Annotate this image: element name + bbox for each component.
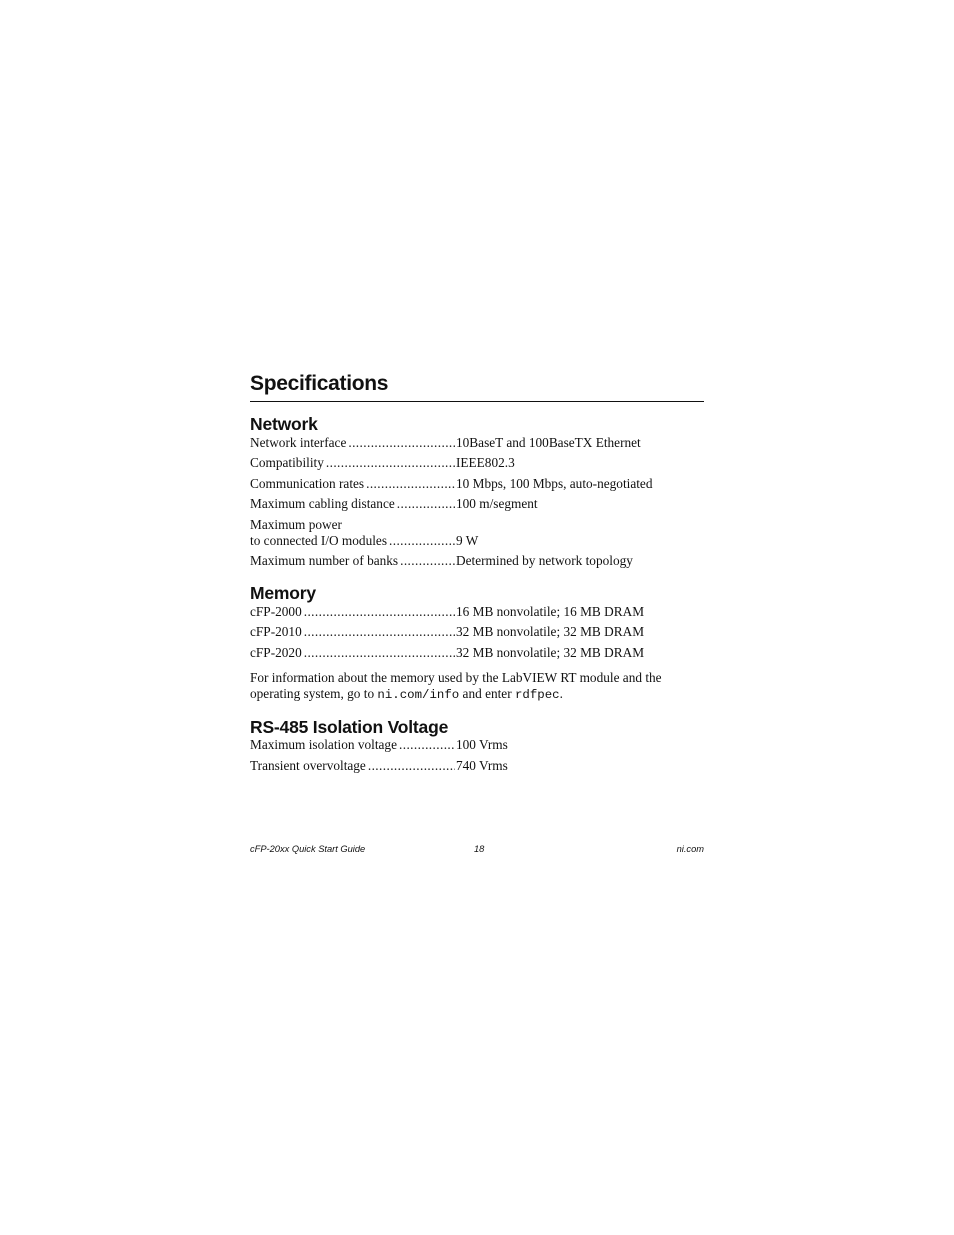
spec-value: IEEE802.3 xyxy=(456,455,515,470)
spec-label: cFP-2000 xyxy=(250,603,302,619)
spec-row-cfp-2010 xyxy=(250,624,704,640)
dot-leader xyxy=(397,496,455,512)
note-text: For information about the memory used by the LabVIEW RT module and the operating system, go to xyxy=(250,669,662,701)
info-url: ni.com/info xyxy=(377,687,460,702)
spec-row-max-power xyxy=(250,517,704,549)
spec-value: 32 MB nonvolatile; 32 MB DRAM xyxy=(456,624,645,639)
spec-row-cfp-2020 xyxy=(250,645,704,661)
spec-value: 16 MB nonvolatile; 16 MB DRAM xyxy=(456,603,645,619)
spec-value: 10BaseT and 100BaseTX Ethernet xyxy=(456,434,641,450)
spec-label: Transient overvoltage xyxy=(250,757,366,773)
footer-site: ni.com xyxy=(676,844,704,854)
dot-leader xyxy=(399,737,455,753)
spec-value: 9 W xyxy=(456,532,479,548)
note-text: and enter xyxy=(459,685,515,701)
memory-heading: Memory xyxy=(250,583,316,603)
page-content xyxy=(250,372,704,774)
spec-row-cfp-2000 xyxy=(250,604,704,620)
spec-label: Maximum number of banks xyxy=(250,553,399,568)
dot-leader xyxy=(400,553,455,569)
spec-value: 740 Vrms xyxy=(456,757,508,773)
dot-leader xyxy=(326,455,455,471)
spec-value: 100 Vrms xyxy=(456,737,508,752)
spec-label: cFP-2020 xyxy=(250,644,302,660)
rs485-heading: RS-485 Isolation Voltage xyxy=(250,716,449,737)
spec-label: Maximum cabling distance xyxy=(250,496,395,511)
spec-row-communication-rates xyxy=(250,476,704,492)
spec-row-max-cabling-distance xyxy=(250,496,704,512)
spec-label-line2: to connected I/O modules xyxy=(250,532,387,548)
page-title: Specifications xyxy=(250,372,704,402)
dot-leader xyxy=(304,604,455,620)
spec-row-max-isolation-voltage xyxy=(250,737,704,753)
network-heading: Network xyxy=(250,414,318,434)
spec-row-compatibility xyxy=(250,455,704,471)
dot-leader xyxy=(304,645,455,661)
dot-leader xyxy=(304,624,455,640)
spec-label: cFP-2010 xyxy=(250,624,302,639)
info-code: rdfpec xyxy=(514,687,560,702)
spec-value: 100 m/segment xyxy=(456,496,538,511)
spec-row-network-interface xyxy=(250,435,704,451)
dot-leader xyxy=(348,435,455,451)
dot-leader xyxy=(366,476,455,492)
spec-value: 32 MB nonvolatile; 32 MB DRAM xyxy=(456,644,645,660)
memory-note xyxy=(250,670,704,703)
spec-label: Compatibility xyxy=(250,455,324,470)
spec-label: Maximum isolation voltage xyxy=(250,737,397,752)
dot-leader xyxy=(368,758,455,774)
spec-value: Determined by network topology xyxy=(456,553,633,568)
spec-row-transient-overvoltage xyxy=(250,758,704,774)
spec-label: Network interface xyxy=(250,434,347,450)
spec-row-max-banks xyxy=(250,553,704,569)
spec-value: 10 Mbps, 100 Mbps, auto-negotiated xyxy=(456,475,653,491)
dot-leader xyxy=(389,533,455,549)
spec-label-line1: Maximum power xyxy=(250,516,342,532)
footer-page-number: 18 xyxy=(474,844,485,854)
note-text: . xyxy=(559,685,563,701)
footer-guide-title: cFP-20xx Quick Start Guide xyxy=(250,844,366,854)
spec-label: Communication rates xyxy=(250,475,365,491)
